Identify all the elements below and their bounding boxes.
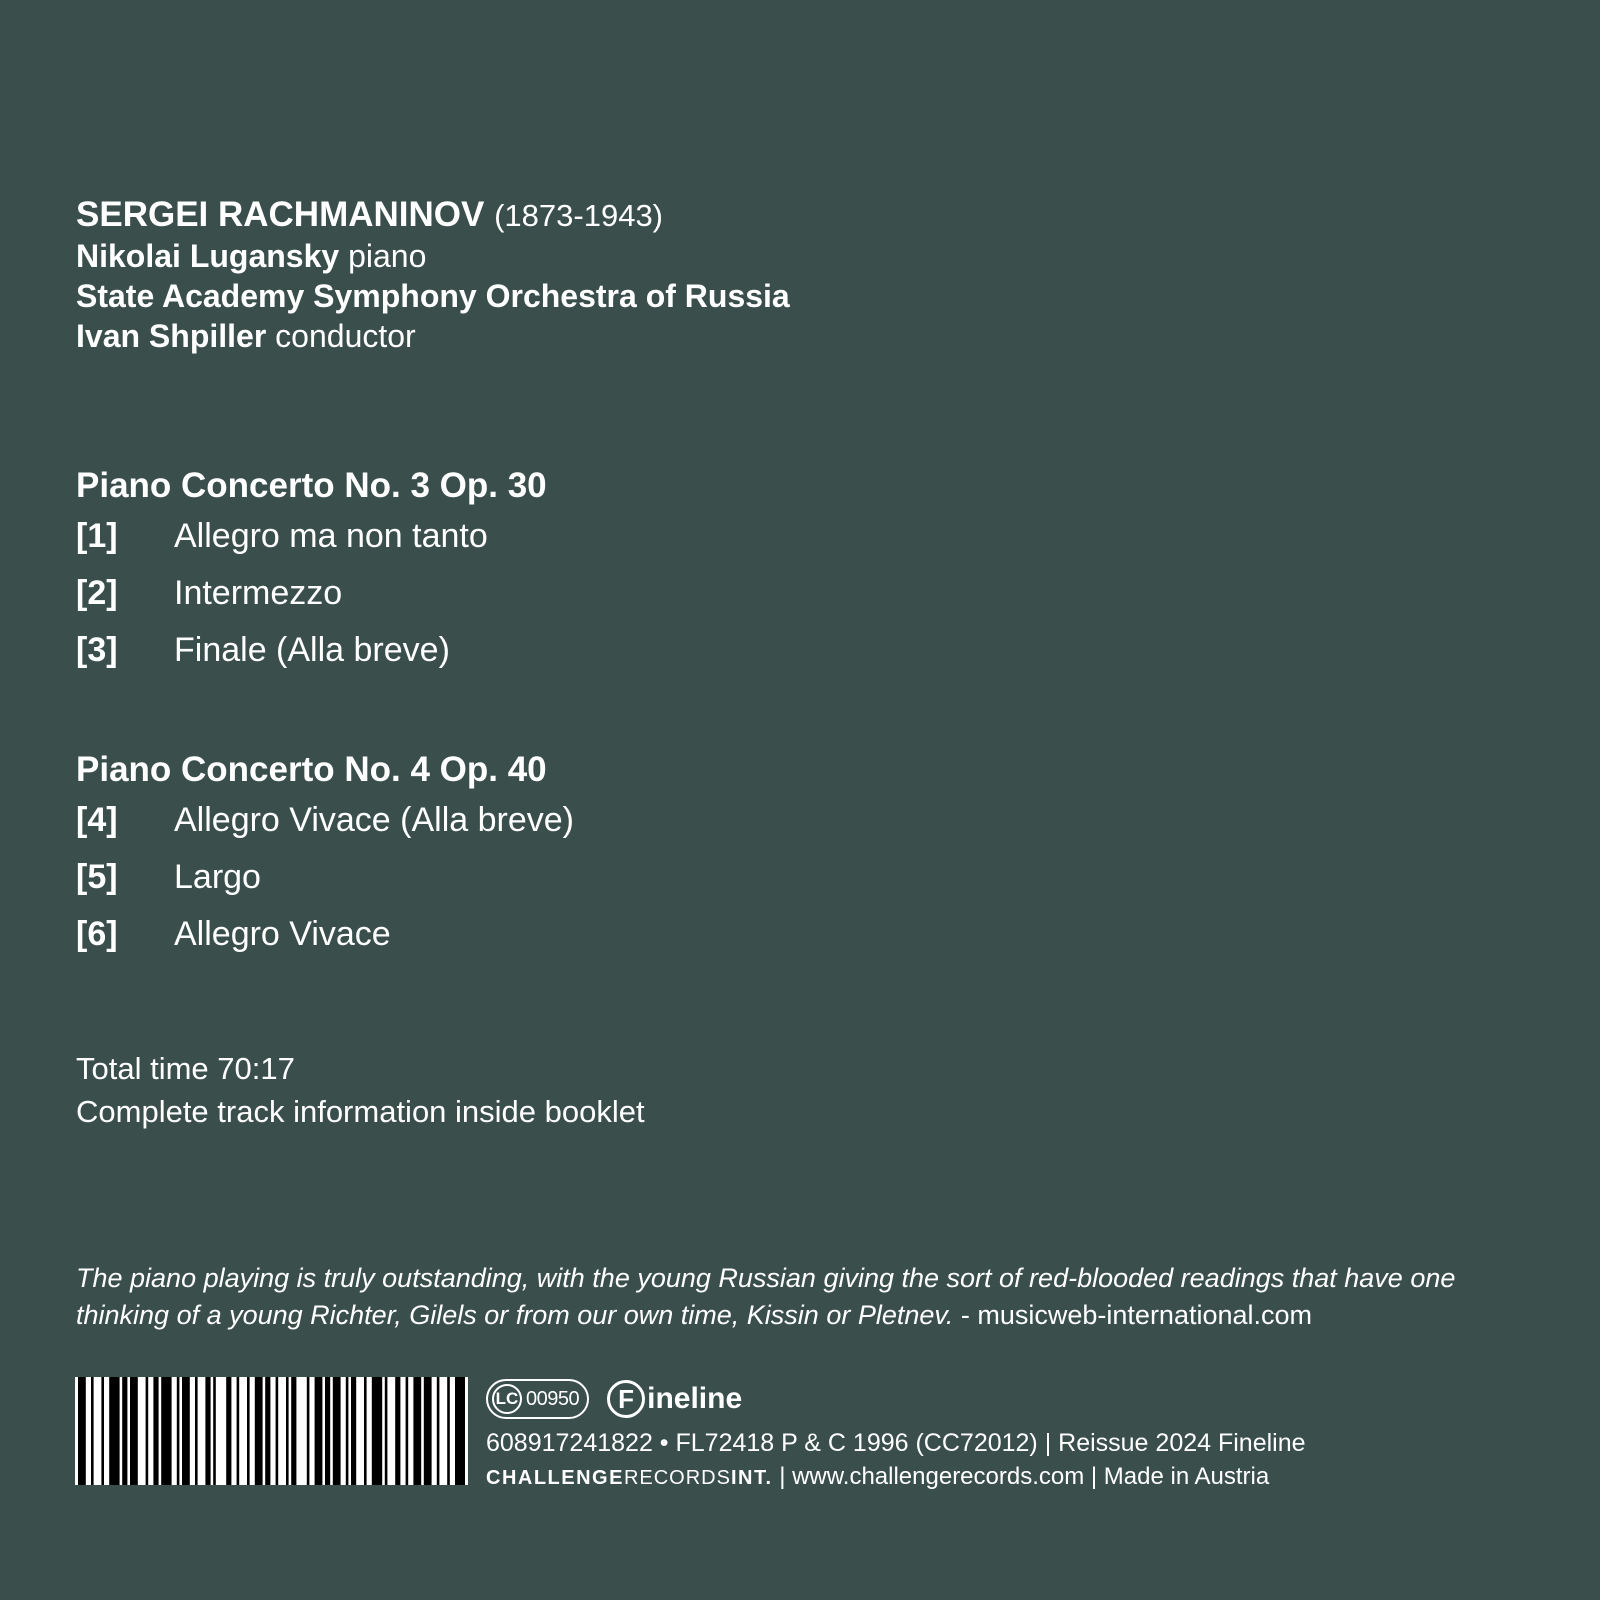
barcode-bar: [406, 1377, 409, 1485]
logos-row: [486, 1376, 742, 1422]
orchestra-name: State Academy Symphony Orchestra of Russia: [76, 278, 790, 314]
label-name-bold: CHALLENGE: [486, 1467, 624, 1489]
barcode-bar: [351, 1377, 356, 1485]
catalog-line: 608917241822 • FL72418 P & C 1996 (CC72012) | Reissue 2024 Fineline: [486, 1429, 1306, 1457]
fineline-logo: [607, 1380, 742, 1418]
barcode-bar: [161, 1377, 171, 1485]
track-number: [3]: [76, 631, 118, 669]
barcode-bar: [455, 1377, 465, 1485]
lc-number: 00950: [526, 1387, 580, 1410]
barcode-bar: [395, 1377, 400, 1485]
composer-line: [76, 195, 790, 236]
track-number: [2]: [76, 574, 118, 612]
barcode-bar: [237, 1377, 240, 1485]
barcode-bar: [265, 1377, 270, 1485]
track-title: Intermezzo: [174, 574, 343, 612]
track-title: Finale (Alla breve): [174, 631, 450, 669]
fineline-mark: F: [607, 1380, 645, 1418]
barcode-bar: [333, 1377, 341, 1485]
barcode-bar: [424, 1377, 432, 1485]
barcode-bar: [286, 1377, 289, 1485]
barcode-bar: [182, 1377, 190, 1485]
track-title: Allegro ma non tanto: [174, 517, 488, 555]
track-title: Largo: [174, 858, 261, 896]
barcode-bar: [78, 1377, 86, 1485]
barcode-bar: [122, 1377, 127, 1485]
barcode-bar: [364, 1377, 367, 1485]
barcode-bar: [226, 1377, 231, 1485]
track-item: [76, 849, 547, 906]
work-concerto-3: [76, 464, 547, 679]
conductor-name: Ivan Shpiller: [76, 318, 267, 354]
footer-line: [486, 1462, 1269, 1493]
fineline-text: ineline: [647, 1382, 743, 1415]
barcode-bar: [276, 1377, 279, 1485]
track-number: [1]: [76, 517, 118, 555]
credits-block: [76, 195, 790, 356]
barcode-bar: [91, 1377, 94, 1485]
track-title: Allegro Vivace (Alla breve): [174, 801, 574, 839]
quote-text: The piano playing is truly outstanding, with the young Russian giving the sort of red-blooded readings that have one thinking of a young Richter, Gilels or from our own time, Kissin or Pletnev.: [76, 1263, 1456, 1330]
track-item: [76, 906, 547, 963]
info-block: [76, 1047, 645, 1133]
total-time: Total time 70:17: [76, 1051, 295, 1086]
lc-mark: LC: [492, 1384, 522, 1414]
soloist-line: [76, 236, 790, 276]
barcode-bar: [291, 1377, 296, 1485]
barcode-bar: [385, 1377, 388, 1485]
track-title: Allegro Vivace: [174, 915, 391, 953]
work-title: Piano Concerto No. 3 Op. 30: [76, 466, 547, 505]
orchestra-line: [76, 276, 790, 316]
track-number: [4]: [76, 801, 118, 839]
barcode-bar: [255, 1377, 263, 1485]
barcode-bar: [109, 1377, 119, 1485]
track-number: [5]: [76, 858, 118, 896]
barcode-bar: [177, 1377, 180, 1485]
barcode-bar: [447, 1377, 450, 1485]
soloist-role: piano: [348, 238, 427, 274]
track-item: [76, 622, 547, 679]
track-number: [6]: [76, 915, 118, 953]
barcode-bar: [247, 1377, 250, 1485]
composer-name: SERGEI RACHMANINOV: [76, 195, 485, 234]
track-item: [76, 565, 547, 622]
quote-source: - musicweb-international.com: [953, 1300, 1313, 1330]
work-title: Piano Concerto No. 4 Op. 40: [76, 750, 547, 789]
composer-dates: (1873-1943): [494, 198, 664, 233]
soloist-name: Nikolai Lugansky: [76, 238, 340, 274]
barcode-bar: [346, 1377, 349, 1485]
label-code-logo: [486, 1379, 589, 1419]
track-item: [76, 508, 547, 565]
booklet-note: Complete track information inside booklet: [76, 1094, 645, 1129]
label-name-int: INT.: [730, 1467, 773, 1489]
barcode-bar: [437, 1377, 440, 1485]
barcode-bar: [195, 1377, 198, 1485]
barcode-icon: [75, 1377, 468, 1485]
barcode-bar: [372, 1377, 382, 1485]
barcode-bar: [130, 1377, 138, 1485]
barcode-bar: [315, 1377, 323, 1485]
footer-rest: | www.challengerecords.com | Made in Austria: [772, 1463, 1270, 1490]
barcode-bar: [213, 1377, 216, 1485]
barcode-bar: [307, 1377, 310, 1485]
barcode-bar: [413, 1377, 421, 1485]
barcode-graphic: [75, 1377, 468, 1485]
barcode-bar: [153, 1377, 158, 1485]
barcode-bar: [101, 1377, 104, 1485]
barcode-bar: [205, 1377, 210, 1485]
conductor-line: [76, 316, 790, 356]
conductor-role: conductor: [275, 318, 416, 354]
label-name-regular: RECORDS: [623, 1467, 731, 1489]
work-concerto-4: [76, 748, 574, 963]
barcode-bar: [325, 1377, 330, 1485]
track-item: [76, 792, 574, 849]
review-quote: [76, 1260, 1536, 1334]
barcode-bar: [146, 1377, 149, 1485]
